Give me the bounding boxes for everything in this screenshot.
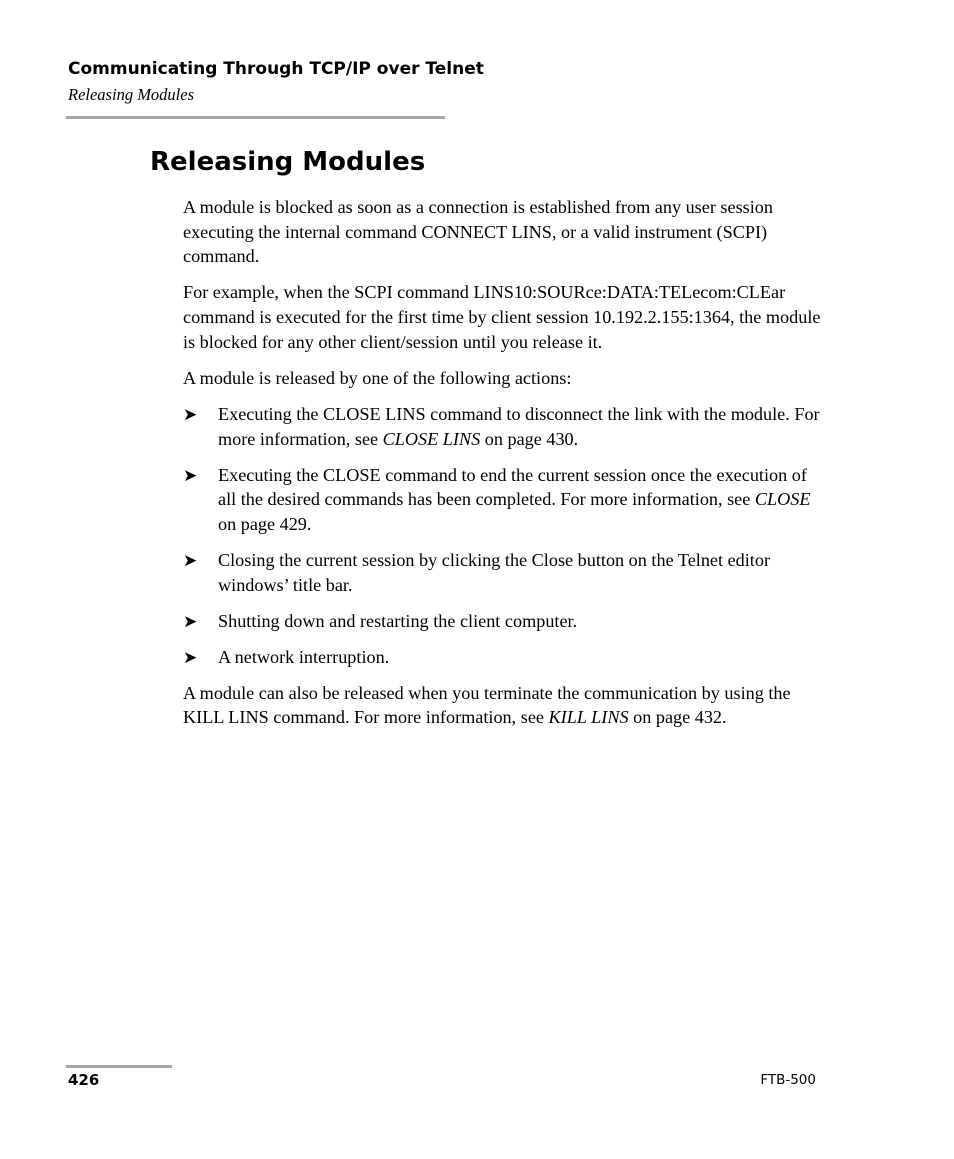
closing-paragraph [183, 681, 823, 730]
list-item [183, 402, 823, 451]
arrow-bullet-icon: ➤ [183, 465, 198, 486]
cross-reference-link[interactable]: KILL LINS [548, 707, 629, 728]
product-name: FTB-500 [760, 1072, 816, 1088]
arrow-bullet-icon: ➤ [183, 404, 198, 425]
cross-reference-link[interactable]: CLOSE LINS [382, 428, 481, 449]
arrow-bullet-icon: ➤ [183, 647, 198, 668]
body-content [183, 195, 823, 741]
list-item-page-ref: on page 429. [218, 513, 312, 534]
chapter-title: Communicating Through TCP/IP over Telnet [68, 59, 484, 79]
page-number: 426 [68, 1071, 100, 1089]
list-item-text: Closing the current session by clicking the Close button on the Telnet editor windows’ title bar. [218, 549, 771, 595]
list-item [183, 463, 823, 537]
list-item [183, 609, 823, 634]
arrow-bullet-icon: ➤ [183, 611, 198, 632]
release-actions-list [183, 402, 823, 670]
closing-text: A module can also be released when you terminate the communication by using the KILL LINS command. For more information, see [183, 682, 791, 728]
list-item-text: Executing the CLOSE LINS command to disconnect the link with the module. For more information, see [218, 403, 820, 449]
actions-intro-paragraph: A module is released by one of the following actions: [183, 367, 572, 388]
cross-reference-link[interactable]: CLOSE [754, 489, 811, 510]
list-item-text: A network interruption. [218, 646, 390, 667]
list-item-text: Executing the CLOSE command to end the current session once the execution of all the desired commands has been completed. For more information, see [218, 464, 807, 510]
section-subtitle: Releasing Modules [68, 85, 195, 104]
running-header [68, 57, 488, 106]
list-item [183, 548, 823, 597]
page-title: Releasing Modules [150, 147, 426, 177]
footer-divider [66, 1065, 172, 1068]
arrow-bullet-icon: ➤ [183, 550, 198, 571]
intro-paragraph: A module is blocked as soon as a connection is established from any user session executing the internal command CONNECT LINS, or a valid instrument (SCPI) command. [183, 197, 773, 267]
example-paragraph: For example, when the SCPI command LINS10:SOURce:DATA:TELecom:CLEar command is executed for the first time by client session 10.192.2.155:1364, the module is blocked for any other client/session until you release it. [183, 282, 821, 352]
list-item-page-ref: on page 430. [480, 428, 579, 449]
closing-page-ref: on page 432. [628, 707, 727, 728]
list-item [183, 645, 823, 670]
list-item-text: Shutting down and restarting the client computer. [218, 610, 578, 631]
header-divider [66, 116, 445, 119]
